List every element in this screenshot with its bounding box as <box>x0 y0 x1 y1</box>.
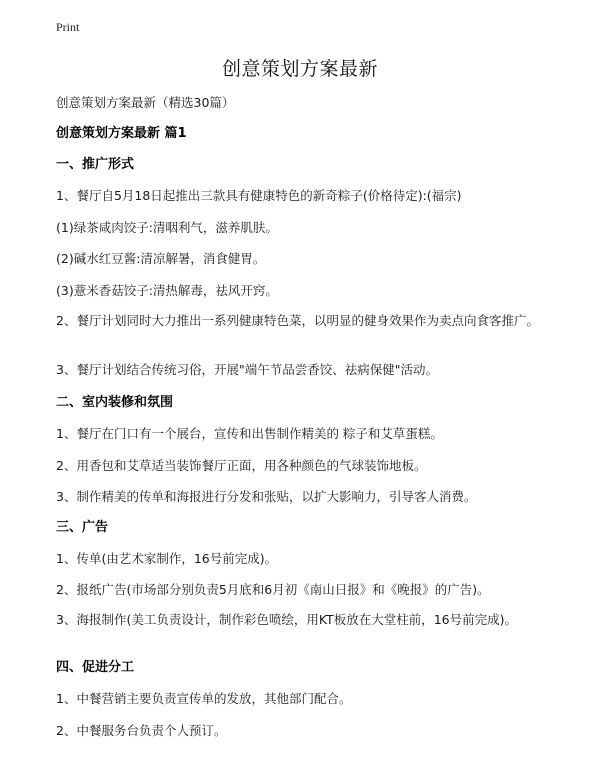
paragraph: 1、传单(由艺术家制作，16号前完成)。 <box>56 551 278 566</box>
paragraph: 1、餐厅自5月18日起推出三款具有健康特色的新奇粽子(价格待定):(福宗) <box>56 188 462 203</box>
paragraph: 3、餐厅计划结合传统习俗，开展"端午节品尝香饺、祛病保健"活动。 <box>56 362 438 377</box>
paragraph: (3)薏米香菇饺子:清热解毒，祛风开窍。 <box>56 283 278 298</box>
paragraph: 1、中餐营销主要负责宣传单的发放，其他部门配合。 <box>56 691 352 706</box>
paragraph: 2、报纸广告(市场部分别负责5月底和6月初《南山日报》和《晚报》的广告)。 <box>56 582 490 597</box>
paragraph: 2、餐厅计划同时大力推出一系列健康特色菜，以明显的健身效果作为卖点向食客推广。 <box>56 313 539 328</box>
section-heading-advertising: 三、广告 <box>56 520 109 535</box>
paragraph: 3、海报制作(美工负责设计，制作彩色喷绘，用KT板放在大堂柱前，16号前完成)。 <box>56 612 517 627</box>
section-heading-decoration: 二、室内装修和氛围 <box>56 395 174 410</box>
section-heading-promotion: 一、推广形式 <box>56 157 135 172</box>
section-heading-division: 四、促进分工 <box>56 660 135 675</box>
document-subtitle: 创意策划方案最新（精选30篇） <box>56 95 235 110</box>
article-heading: 创意策划方案最新 篇1 <box>56 126 187 141</box>
print-label: Print <box>56 20 80 34</box>
paragraph: (2)碱水红豆酱:清凉解暑，消食健胃。 <box>56 251 266 266</box>
paragraph: 1、餐厅在门口有一个展台，宣传和出售制作精美的 粽子和艾草蛋糕。 <box>56 426 443 441</box>
paragraph: 3、制作精美的传单和海报进行分发和张贴，以扩大影响力，引导客人消费。 <box>56 489 477 504</box>
paragraph: 2、中餐服务台负责个人预订。 <box>56 723 227 738</box>
paragraph: (1)绿茶咸肉饺子:清咽利气，滋养肌肤。 <box>56 220 278 235</box>
paragraph: 2、用香包和艾草适当装饰餐厅正面，用各种颜色的气球装饰地板。 <box>56 458 427 473</box>
document-title: 创意策划方案最新 <box>221 58 378 80</box>
